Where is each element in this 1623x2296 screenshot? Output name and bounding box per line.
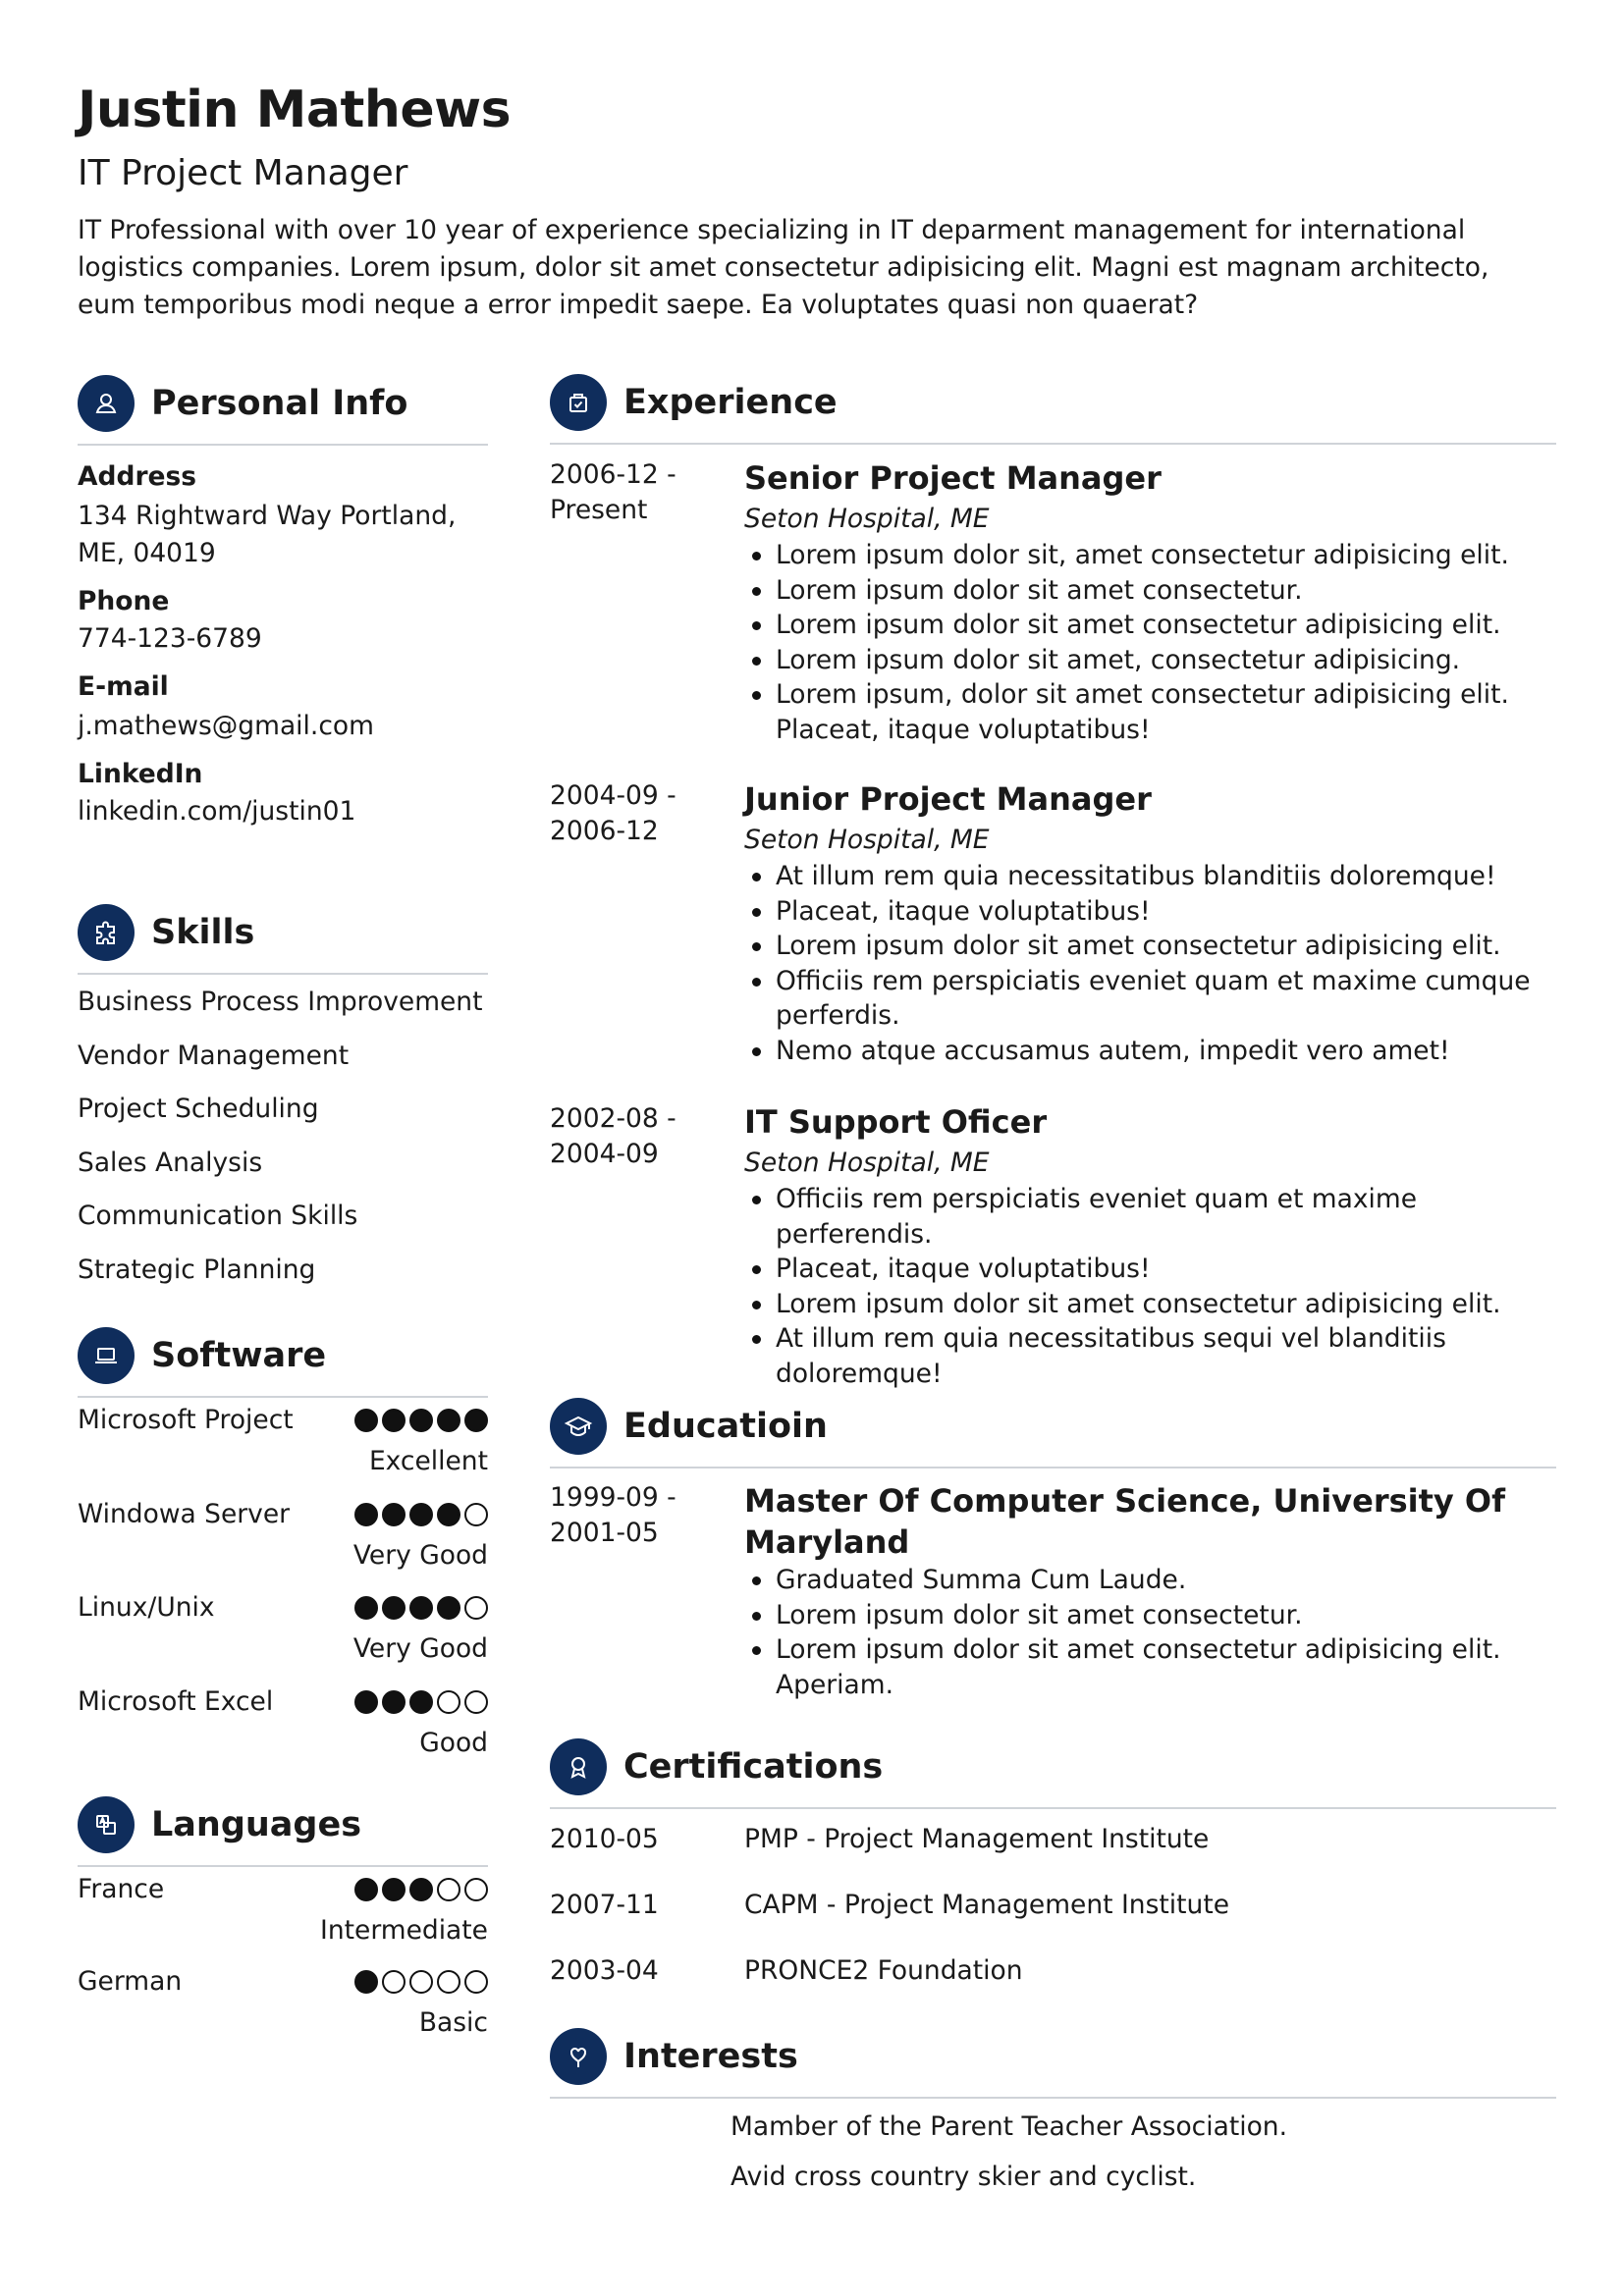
rating-dot-empty	[464, 1503, 488, 1526]
software-item	[78, 1499, 488, 1587]
experience-heading	[550, 374, 1556, 445]
degree-title: Master Of Computer Science, University Of Maryland	[744, 1482, 1506, 1561]
cert-date: 2010-05	[550, 1824, 659, 1854]
language-item	[78, 1874, 488, 1962]
bullet-item: Lorem ipsum dolor sit amet consectetur adipisicing elit.	[744, 929, 1559, 964]
rating-dot-empty	[464, 1690, 488, 1714]
languages-heading	[78, 1796, 488, 1867]
software-name: Microsoft Project	[78, 1405, 294, 1435]
interest-item: Mamber of the Parent Teacher Association.	[730, 2111, 1288, 2142]
linkedin-value: linkedin.com/justin01	[78, 796, 356, 827]
rating-dot-filled	[354, 1596, 378, 1620]
employer: Seton Hospital, ME	[744, 825, 990, 855]
software-level: Good	[419, 1728, 488, 1758]
language-item	[78, 1966, 488, 2055]
briefcase-icon	[550, 374, 607, 431]
heart-balloon-icon	[550, 2028, 607, 2085]
rating-dots	[354, 1596, 488, 1620]
rating-dot-empty	[464, 1878, 488, 1901]
rating-dot-filled	[409, 1878, 433, 1901]
software-item	[78, 1686, 488, 1775]
bullet-item: Lorem ipsum dolor sit amet consectetur.	[744, 573, 1559, 609]
rating-dots	[354, 1690, 488, 1714]
puzzle-icon	[78, 904, 135, 961]
interests-heading	[550, 2028, 1556, 2099]
rating-dot-filled	[382, 1878, 406, 1901]
software-level: Very Good	[352, 1633, 488, 1664]
section-title: Experience	[623, 383, 838, 422]
rating-dot-filled	[354, 1970, 378, 1994]
rating-dot-filled	[437, 1596, 460, 1620]
rating-dot-filled	[382, 1503, 406, 1526]
phone-label: Phone	[78, 586, 170, 616]
rating-dots	[354, 1503, 488, 1526]
date-start: 2006-12 -	[550, 459, 676, 490]
rating-dot-empty	[464, 1596, 488, 1620]
rating-dot-filled	[437, 1409, 460, 1432]
award-icon	[550, 1738, 607, 1795]
bullet-item: Lorem ipsum dolor sit, amet consectetur adipisicing elit.	[744, 538, 1559, 573]
resume-name: Justin Mathews	[78, 80, 512, 139]
interest-item: Avid cross country skier and cyclist.	[730, 2162, 1197, 2192]
section-title: Educatioin	[623, 1407, 828, 1446]
bullet-list	[744, 859, 1559, 1068]
rating-dot-filled	[354, 1409, 378, 1432]
rating-dot-filled	[409, 1690, 433, 1714]
bullet-item: Lorem ipsum dolor sit amet consectetur.	[744, 1598, 1559, 1633]
rating-dots	[354, 1878, 488, 1901]
bullet-list	[744, 1182, 1559, 1391]
personal-info-block	[78, 461, 488, 830]
section-title: Personal Info	[151, 384, 408, 423]
linkedin-label: LinkedIn	[78, 759, 203, 789]
bullet-item: Placeat, itaque voluptatibus!	[744, 894, 1559, 930]
rating-dot-filled	[409, 1409, 433, 1432]
rating-dot-filled	[354, 1503, 378, 1526]
entry-date	[550, 1101, 717, 1172]
graduation-cap-icon	[550, 1398, 607, 1455]
skills-heading	[78, 904, 488, 975]
bullet-item: Lorem ipsum, dolor sit amet consectetur adipisicing elit. Placeat, itaque voluptatibus!	[744, 677, 1559, 747]
bullet-item: Placeat, itaque voluptatibus!	[744, 1252, 1559, 1287]
laptop-icon	[78, 1327, 135, 1384]
entry-date	[550, 1480, 717, 1551]
software-item	[78, 1592, 488, 1681]
date-end: 2004-09	[550, 1139, 659, 1169]
job-role: IT Support Oficer	[744, 1103, 1048, 1141]
email-value: j.mathews@gmail.com	[78, 711, 374, 741]
language-name: France	[78, 1874, 165, 1904]
skill-item: Sales Analysis	[78, 1147, 263, 1178]
employer: Seton Hospital, ME	[744, 1148, 990, 1178]
rating-dot-empty	[382, 1970, 406, 1994]
date-end: 2001-05	[550, 1518, 659, 1548]
date-start: 2004-09 -	[550, 780, 676, 811]
address-line-1: 134 Rightward Way Portland,	[78, 501, 457, 531]
email-label: E-mail	[78, 671, 169, 702]
section-title: Certifications	[623, 1747, 884, 1787]
rating-dot-filled	[409, 1503, 433, 1526]
cert-name: CAPM - Project Management Institute	[744, 1890, 1230, 1920]
date-start: 1999-09 -	[550, 1482, 676, 1513]
user-icon	[78, 375, 135, 432]
rating-dots	[354, 1409, 488, 1432]
skill-item: Project Scheduling	[78, 1094, 319, 1124]
job-role: Junior Project Manager	[744, 780, 1152, 818]
rating-dot-empty	[437, 1970, 460, 1994]
rating-dot-empty	[409, 1970, 433, 1994]
date-start: 2002-08 -	[550, 1103, 676, 1134]
section-title: Software	[151, 1336, 327, 1375]
rating-dot-empty	[437, 1878, 460, 1901]
bullet-item: At illum rem quia necessitatibus blanditiis doloremque!	[744, 859, 1559, 894]
section-title: Skills	[151, 913, 255, 952]
job-title: IT Project Manager	[78, 153, 408, 193]
bullet-item: Lorem ipsum dolor sit amet consectetur adipisicing elit.	[744, 1287, 1559, 1322]
language-level: Basic	[418, 2007, 488, 2038]
cert-name: PRONCE2 Foundation	[744, 1955, 1023, 1986]
education-heading	[550, 1398, 1556, 1468]
section-title: Interests	[623, 2037, 798, 2076]
translate-icon	[78, 1796, 135, 1853]
entry-date	[550, 457, 717, 528]
rating-dot-filled	[382, 1690, 406, 1714]
skill-item: Vendor Management	[78, 1040, 350, 1071]
rating-dot-filled	[354, 1878, 378, 1901]
rating-dot-filled	[354, 1690, 378, 1714]
software-name: Linux/Unix	[78, 1592, 215, 1623]
rating-dot-filled	[464, 1409, 488, 1432]
bullet-item: Lorem ipsum dolor sit amet consectetur adipisicing elit. Aperiam.	[744, 1632, 1559, 1702]
bullet-list	[744, 538, 1559, 747]
bullet-item: Graduated Summa Cum Laude.	[744, 1563, 1559, 1598]
certifications-heading	[550, 1738, 1556, 1809]
rating-dots	[354, 1970, 488, 1994]
cert-date: 2007-11	[550, 1890, 659, 1920]
rating-dot-filled	[409, 1596, 433, 1620]
software-item	[78, 1405, 488, 1493]
phone-value: 774-123-6789	[78, 623, 262, 654]
cert-date: 2003-04	[550, 1955, 659, 1986]
software-level: Very Good	[352, 1540, 488, 1571]
bullet-item: Lorem ipsum dolor sit amet consectetur adipisicing elit.	[744, 608, 1559, 643]
software-name: Microsoft Excel	[78, 1686, 274, 1717]
software-heading	[78, 1327, 488, 1398]
rating-dot-empty	[464, 1970, 488, 1994]
cert-name: PMP - Project Management Institute	[744, 1824, 1210, 1854]
rating-dot-empty	[437, 1690, 460, 1714]
employer: Seton Hospital, ME	[744, 504, 990, 534]
date-end: Present	[550, 495, 648, 525]
section-title: Languages	[151, 1805, 362, 1844]
address-line-2: ME, 04019	[78, 538, 216, 568]
personal-info-heading	[78, 375, 488, 446]
bullet-item: Lorem ipsum dolor sit amet, consectetur adipisicing.	[744, 643, 1559, 678]
skills-list	[78, 984, 488, 1305]
profile-summary: IT Professional with over 10 year of experience specializing in IT deparment management for international logistics companies. Lorem ipsum, dolor sit amet consectetur adipisicing elit. Magni est magnam architecto, eum temporibus modi neque a error impedit saepe. Ea voluptates quasi non quaerat?	[78, 215, 1489, 320]
rating-dot-filled	[437, 1503, 460, 1526]
skill-item: Strategic Planning	[78, 1254, 316, 1285]
date-end: 2006-12	[550, 816, 659, 846]
software-level: Excellent	[368, 1446, 488, 1476]
language-level: Intermediate	[320, 1915, 488, 1946]
bullet-item: Officiis rem perspiciatis eveniet quam et maxime perferendis.	[744, 1182, 1559, 1252]
rating-dot-filled	[382, 1596, 406, 1620]
job-role: Senior Project Manager	[744, 459, 1162, 497]
software-name: Windowa Server	[78, 1499, 291, 1529]
bullet-item: Officiis rem perspiciatis eveniet quam et maxime cumque perferdis.	[744, 964, 1559, 1034]
language-name: German	[78, 1966, 183, 1997]
bullet-list	[744, 1563, 1559, 1702]
bullet-item: At illum rem quia necessitatibus sequi vel blanditiis doloremque!	[744, 1321, 1559, 1391]
skill-item: Communication Skills	[78, 1201, 358, 1231]
skill-item: Business Process Improvement	[78, 987, 483, 1017]
bullet-item: Nemo atque accusamus autem, impedit vero amet!	[744, 1034, 1559, 1069]
rating-dot-filled	[382, 1409, 406, 1432]
address-label: Address	[78, 461, 197, 492]
entry-date	[550, 778, 717, 849]
